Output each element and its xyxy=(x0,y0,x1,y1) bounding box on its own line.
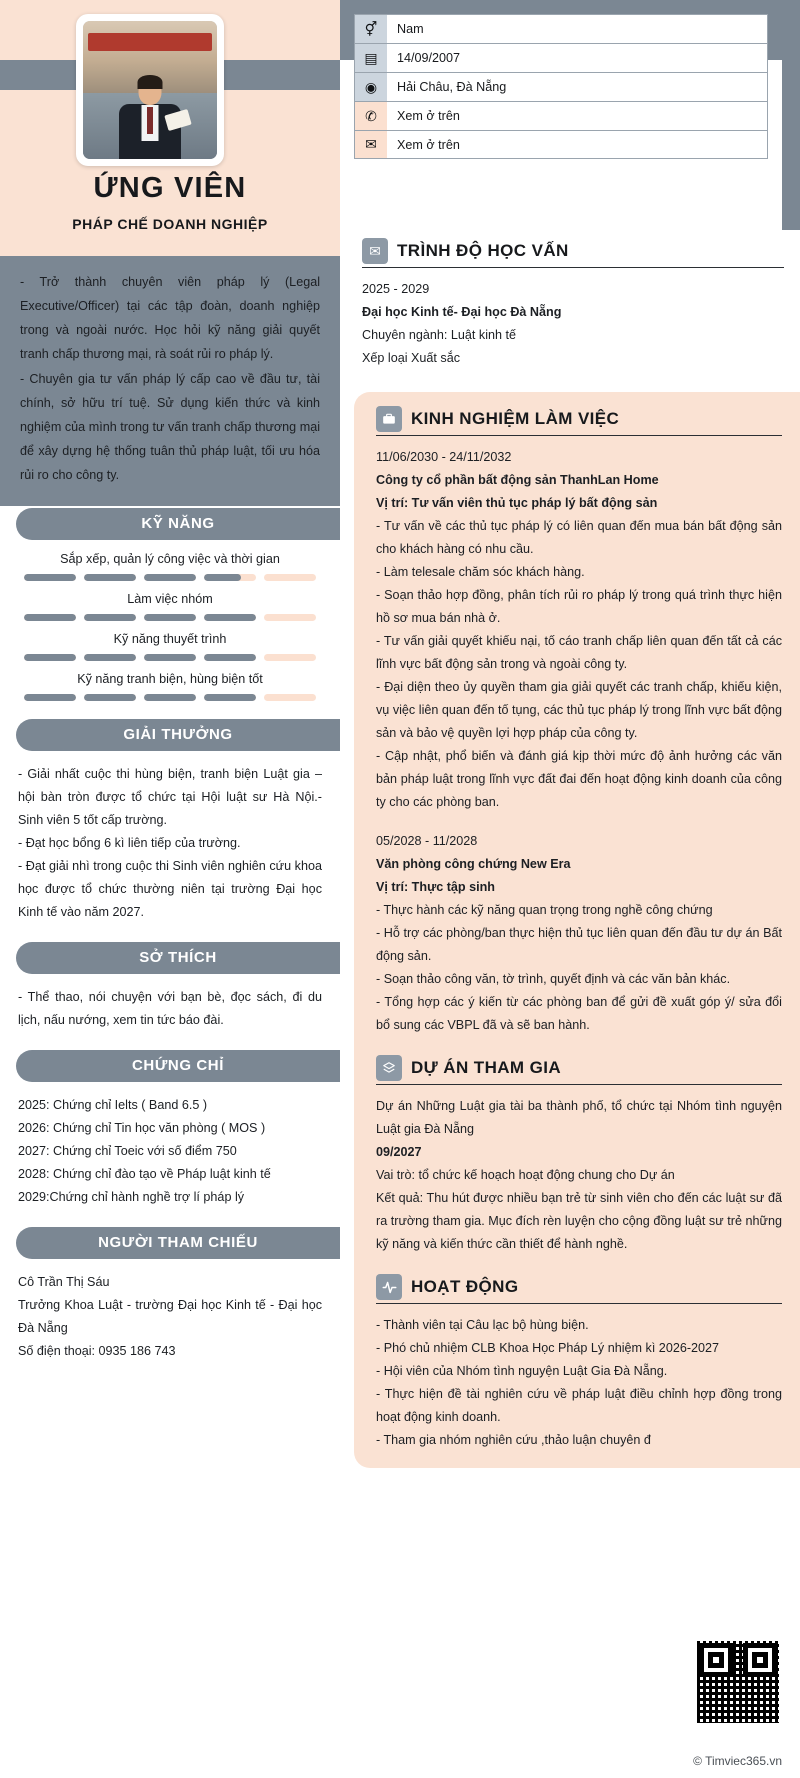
activity-item: - Tham gia nhóm nghiên cứu ,thảo luận chuyên đ xyxy=(376,1433,651,1447)
reference-name: Cô Trần Thị Sáu xyxy=(18,1275,110,1289)
footer-text: © Timviec365.vn xyxy=(693,1754,782,1768)
education-section xyxy=(362,238,784,370)
skill-segment xyxy=(204,654,256,661)
project-date: 09/2027 xyxy=(376,1145,422,1159)
section-header-awards: GIẢI THƯỞNG xyxy=(16,719,340,751)
activity-item: - Hội viên của Nhóm tình nguyện Luật Gia Đà Nẵng. xyxy=(376,1364,668,1378)
contact-value-birthdate: 14/09/2007 xyxy=(397,51,461,65)
skill-segment xyxy=(84,574,136,581)
skill-segment xyxy=(84,694,136,701)
activity-icon xyxy=(376,1274,402,1300)
objective-paragraph: - Chuyên gia tư vấn pháp lý cấp cao về đầu tư, tài chính, sở hữu trí tuệ. Sử dụng kiến thức và kinh nghiệm của mình trong tư vấn tranh chấp thương mại để xây dựng hệ thống tuân thủ pháp luật, tối ưu hóa rủi ro cho công ty. xyxy=(20,372,320,482)
skill-segment xyxy=(24,654,76,661)
job-duty: - Soạn thảo công văn, tờ trình, quyết định và các văn bản khác. xyxy=(376,972,731,986)
section-header-experience xyxy=(376,406,782,436)
skill-segment xyxy=(24,574,76,581)
skill-label: Kỹ năng thuyết trình xyxy=(113,632,227,646)
certificate-item: 2029:Chứng chỉ hành nghề trợ lí pháp lý xyxy=(18,1190,245,1204)
section-header-certificates: CHỨNG CHỈ xyxy=(16,1050,340,1082)
skill-segment xyxy=(204,694,256,701)
award-item: - Đạt giải nhì trong cuộc thi Sinh viên nghiên cứu khoa học được tổ chức thường niên tại trường Đại học Kinh tế vào năm 2027. xyxy=(18,859,322,919)
qr-code-pattern xyxy=(697,1641,779,1723)
section-header-reference: NGƯỜI THAM CHIẾU xyxy=(16,1227,340,1259)
projects-section xyxy=(376,1055,782,1256)
section-header-education xyxy=(362,238,784,268)
skill-segment xyxy=(204,614,256,621)
section-header-hobbies: SỞ THÍCH xyxy=(16,942,340,974)
briefcase-icon xyxy=(376,406,402,432)
footer xyxy=(0,1744,800,1778)
contact-row-birthdate xyxy=(354,43,768,72)
certificate-item: 2027: Chứng chỉ Toeic với số điểm 750 xyxy=(18,1144,237,1158)
job-position: Vị trí: Thực tập sinh xyxy=(376,880,495,894)
skill-segment xyxy=(84,614,136,621)
contact-row-email xyxy=(354,130,768,159)
reference-position: Trưởng Khoa Luật - trường Đại học Kinh tế - Đại học Đà Nẵng xyxy=(18,1298,322,1335)
avatar xyxy=(76,14,224,166)
mail-icon: ✉ xyxy=(362,238,388,264)
certificate-item: 2028: Chứng chỉ đào tạo về Pháp luật kinh tế xyxy=(18,1167,271,1181)
skill-segment xyxy=(204,574,256,581)
project-role: Vai trò: tổ chức kế hoạch hoạt động chung cho Dự án xyxy=(376,1168,675,1182)
certificate-item: 2026: Chứng chỉ Tin học văn phòng ( MOS ) xyxy=(18,1121,266,1135)
project-result: Kết quả: Thu hút được nhiều bạn trẻ từ sinh viên cho đến các luật sư đã ra trường tham gia. Mục đích rèn luyện cho cộng đồng luật sư trẻ những kỹ năng và kiến thức cần thiết để hành nghề. xyxy=(376,1191,782,1251)
skill-segment xyxy=(24,694,76,701)
skill-bar xyxy=(16,694,324,701)
certificate-item: 2025: Chứng chỉ Ielts ( Band 6.5 ) xyxy=(18,1098,208,1112)
section-title-activities: HOẠT ĐỘNG xyxy=(411,1277,519,1296)
job-company: Văn phòng công chứng New Era xyxy=(376,857,571,871)
job-duty: - Hỗ trợ các phòng/ban thực hiện thủ tục liên quan đến đầu tư dự án Bất động sản. xyxy=(376,926,782,963)
job-duty: - Tư vấn giải quyết khiếu nại, tố cáo tranh chấp liên quan đến tất cả các lĩnh vực bất động sản trong và ngoài công ty. xyxy=(376,634,782,671)
job-period: 11/06/2030 - 24/11/2032 xyxy=(376,450,512,464)
candidate-photo xyxy=(83,21,217,159)
section-title-projects: DỰ ÁN THAM GIA xyxy=(411,1058,562,1077)
skill-segment xyxy=(264,614,316,621)
activities-section xyxy=(376,1274,782,1452)
job-duty: - Tổng hợp các ý kiến từ các phòng ban để gửi đề xuất góp ý/ sửa đổi bổ sung các VBPL đã và sẽ ban hành. xyxy=(376,995,782,1032)
calendar-icon: ▤ xyxy=(355,44,387,72)
layers-icon xyxy=(376,1055,402,1081)
phone-icon: ✆ xyxy=(355,102,387,130)
section-header-skills: KỸ NĂNG xyxy=(16,508,340,540)
qr-code[interactable] xyxy=(694,1638,782,1726)
section-title-experience: KINH NGHIỆM LÀM VIỆC xyxy=(411,409,620,428)
job-duty: - Đại diện theo ủy quyền tham gia giải quyết các tranh chấp, khiếu kiện, vụ việc liên quan đến tố tụng, các thủ tục pháp lý trong lĩnh vực bất động sản và bảo vệ quyền lợi hợp pháp của công ty. xyxy=(376,680,782,740)
award-item: - Giải nhất cuộc thi hùng biện, tranh biện Luật gia – hội bàn tròn được tổ chức tại Hội luật sư Hà Nội.- Sinh viên 5 tốt cấp trường. xyxy=(18,767,322,827)
photo-person-hair xyxy=(138,75,163,89)
skill-label: Làm việc nhóm xyxy=(127,592,213,606)
location-icon: ◉ xyxy=(355,73,387,101)
skill-item xyxy=(16,672,324,701)
education-period: 2025 - 2029 xyxy=(362,282,430,296)
skill-item xyxy=(16,632,324,661)
activity-item: - Phó chủ nhiệm CLB Khoa Học Pháp Lý nhiệm kì 2026-2027 xyxy=(376,1341,720,1355)
mail-icon: ✉ xyxy=(355,131,387,158)
activity-item: - Thực hiện đề tài nghiên cứu về pháp luật điều chỉnh hợp đồng trong hoạt động kinh doanh. xyxy=(376,1387,782,1424)
education-major: Chuyên ngành: Luật kinh tế xyxy=(362,328,517,342)
job-company: Công ty cổ phần bất động sản ThanhLan Home xyxy=(376,473,659,487)
skill-segment xyxy=(144,694,196,701)
job-duty: - Cập nhật, phổ biến và đánh giá kịp thời mức độ ảnh hưởng các văn bản pháp luật trong lĩnh vực đất đai đến hoạt động kinh doanh của công ty cho các phòng ban. xyxy=(376,749,782,809)
education-school: Đại học Kinh tế- Đại học Đà Nẵng xyxy=(362,305,562,319)
section-title-education: TRÌNH ĐỘ HỌC VẤN xyxy=(397,241,569,260)
skill-label: Kỹ năng tranh biện, hùng biện tốt xyxy=(77,672,263,686)
photo-person-tie xyxy=(147,107,153,135)
main-sections xyxy=(340,0,800,1468)
spacer xyxy=(376,1256,782,1274)
skill-segment xyxy=(84,654,136,661)
education-grade: Xếp loại Xuất sắc xyxy=(362,351,461,365)
contact-info xyxy=(354,14,768,159)
experience-job xyxy=(376,830,782,1037)
skill-bar xyxy=(16,574,324,581)
skill-bar xyxy=(16,654,324,661)
experience-job xyxy=(376,446,782,814)
experience-section xyxy=(354,392,800,1468)
award-item: - Đạt học bổng 6 kì liên tiếp của trường. xyxy=(18,836,241,850)
contact-row-address xyxy=(354,72,768,101)
photo-banner xyxy=(88,33,211,51)
skill-segment xyxy=(144,574,196,581)
skill-bar xyxy=(16,614,324,621)
contact-value-email: Xem ở trên xyxy=(397,137,460,152)
skill-segment xyxy=(144,614,196,621)
main-content xyxy=(340,0,800,1778)
skill-segment xyxy=(144,654,196,661)
hobbies-text: - Thể thao, nói chuyện với bạn bè, đọc sách, đi du lịch, nấu nướng, xem tin tức báo đài. xyxy=(18,990,322,1027)
contact-row-phone xyxy=(354,101,768,130)
candidate-role: PHÁP CHẾ DOANH NGHIỆP xyxy=(72,216,268,232)
skill-label: Sắp xếp, quản lý công việc và thời gian xyxy=(60,552,280,566)
objective-section xyxy=(0,256,340,506)
job-duty: - Tư vấn về các thủ tục pháp lý có liên quan đến mua bán bất động sản cho khách hàng có nhu cầu. xyxy=(376,519,782,556)
skill-segment xyxy=(264,574,316,581)
contact-value-phone: Xem ở trên xyxy=(397,109,460,123)
job-position: Vị trí: Tư vấn viên thủ tục pháp lý bất động sản xyxy=(376,496,658,510)
reference-phone: Số điện thoại: 0935 186 743 xyxy=(18,1344,176,1358)
sidebar xyxy=(0,0,340,1778)
page-title: ỨNG VIÊN xyxy=(93,172,247,204)
section-header-activities xyxy=(376,1274,782,1304)
spacer xyxy=(376,814,782,830)
job-period: 05/2028 - 11/2028 xyxy=(376,834,478,848)
spacer xyxy=(376,1037,782,1055)
gender-icon: ⚥ xyxy=(355,15,387,43)
job-duty: - Thực hành các kỹ năng quan trọng trong nghề công chứng xyxy=(376,903,713,917)
skill-item xyxy=(16,552,324,581)
job-duty: - Soạn thảo hợp đồng, phân tích rủi ro pháp lý trong quá trình thực hiện hồ sơ mua bán nhà ở. xyxy=(376,588,782,625)
objective-paragraph: - Trở thành chuyên viên pháp lý (Legal Executive/Officer) tại các tập đoàn, doanh nghiệp trong và ngoài nước. Học hỏi kỹ năng giải quyết tranh chấp thương mại, rà soát rủi ro pháp lý. xyxy=(20,275,320,361)
contact-row-gender xyxy=(354,14,768,43)
skill-segment xyxy=(264,654,316,661)
skill-item xyxy=(16,592,324,621)
activity-item: - Thành viên tại Câu lạc bộ hùng biện. xyxy=(376,1318,589,1332)
project-name: Dự án Những Luật gia tài ba thành phố, tổ chức tại Nhóm tình nguyện Luật gia Đà Nẵng xyxy=(376,1099,782,1136)
contact-value-gender: Nam xyxy=(397,22,424,36)
section-header-projects xyxy=(376,1055,782,1085)
skill-segment xyxy=(24,614,76,621)
skill-segment xyxy=(264,694,316,701)
job-duty: - Làm telesale chăm sóc khách hàng. xyxy=(376,565,585,579)
contact-value-address: Hải Châu, Đà Nẵng xyxy=(397,80,507,94)
